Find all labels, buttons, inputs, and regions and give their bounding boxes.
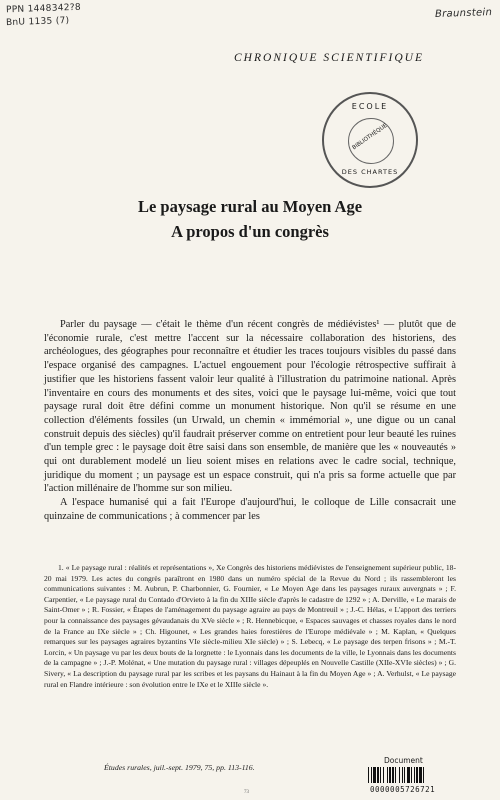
stamp-text-center: BIBLIOTHÈQUE bbox=[351, 122, 389, 152]
barcode-number: 0000005726721 bbox=[370, 785, 436, 794]
body-paragraph: Parler du paysage — c'était le thème d'un récent congrès de médiévistes¹ — plutôt que de l'économie rurale, c'est mettre l'accent sur la nécessaire collaboration des historiens, des archéologues, des géographes pour reconnaître et étudier les traces toujours visibles du passé dans l'espace organisé des campagnes. L'actuel engouement pour l'écologie rétrospective suffirait à justifier que les historiens fassent valoir leur qualité à l'illustration du patrimoine national. Après l'inventaire en cours des monuments et des sites, voici que le paysage lui-même, voici que tout paysage rural doit être défini comme un monument historique. Non qu'il se résume en une collection d'éléments fossiles (un Urwald, un chemin « immémorial », une digue ou un canal construit depuis des siècles) qu'il faudrait préserver comme on entretient pour leur beauté les ruines d'un temple grec : le paysage doit être saisi dans son ensemble, de manière que les « nouveautés » qui ont durablement modelé un lieu soient mises en relations avec le cadre social, technique, juridique du moment ; un paysage est un espace construit, qui n'a pris sa forme actuelle que par l'action millénaire de l'homme sur son milieu. bbox=[44, 319, 456, 495]
page-mark: 73 bbox=[244, 790, 249, 795]
handwritten-shelfmark-call-number: BnU 1135 (7) bbox=[5, 15, 70, 29]
stamp-text-top: ECOLE bbox=[351, 102, 389, 111]
journal-reference: Études rurales, juil.-sept. 1979, 75, pp. 113-116. bbox=[104, 763, 255, 772]
article-body bbox=[44, 318, 456, 524]
handwritten-shelfmark-ppn: PPN 1448342?8 bbox=[5, 2, 82, 16]
footnote bbox=[44, 563, 456, 690]
body-paragraph: A l'espace humanisé qui a fait l'Europe d'aujourd'hui, le colloque de Lille consacrait une quinzaine de communications ; à commencer par les bbox=[44, 497, 456, 522]
barcode-icon bbox=[368, 767, 448, 783]
section-header: CHRONIQUE SCIENTIFIQUE bbox=[234, 52, 424, 64]
article-subtitle: A propos d'un congrès bbox=[171, 222, 329, 241]
stamp-text-bottom: DES CHARTES bbox=[341, 168, 399, 176]
document-label: Document bbox=[384, 756, 423, 765]
article-title: Le paysage rural au Moyen Age bbox=[137, 197, 363, 216]
handwritten-author-name: Braunstein bbox=[434, 7, 493, 20]
footnote-text: 1. « Le paysage rural : réalités et représentations », Xe Congrès des historiens médiévistes de l'enseignement supérieur public, 18-20 mai 1979. Les actes du congrès paraîtront en 1980 dans un numéro spécial de la Revue du Nord ; ils rassembleront les communications suivantes : M. Aubrun, P. Charbonnier, G. Fournier, « Le Moyen Age dans les paysages ruraux auvergnats » ; F. Carpentier, « Le paysage rural du Contado d'Orvieto à la fin du XIIIe siècle d'après le cadastre de 1292 » ; A. Derville, « Le marais de Saint-Omer » ; R. Fossier, « Étapes de l'aménagement du paysage agraire au pays de Montreuil » ; J.-C. Hélas, « L'apport des terriers pour la connaissance des paysages gévaudanais du XVe siècle » ; R. Hennebicque, « Espaces sauvages et chasses royales dans le nord de la France au IXe siècle » ; Ch. Higounet, « Les grandes haies forestières de l'Europe médiévale » ; M. Kaplan, « Quelques remarques sur les paysages agraires byzantins VIe siècle-milieu XIe siècle) » ; S. Lebecq, « Le paysage des terpen frisons » ; M.-T. Lorcin, « Un paysage vu par les deux bouts de la lorgnette : le Lyonnais dans les documents de la ville, le Lyonnais dans les documents de la campagne » ; J.-P. Molénat, « Une mutation du paysage rural : villages dépeuplés en Nouvelle Castille (XIIe-XVIe siècles) » ; G. Sivery, « La description du paysage rural par les scribes et les paysans du Hainaut à la fin du Moyen Age » ; A. Verhulst, « Le paysage rural en Flandre intérieure : son évolution entre le IXe et le XIIIe siècle ». bbox=[44, 563, 456, 689]
library-stamp bbox=[322, 92, 418, 188]
